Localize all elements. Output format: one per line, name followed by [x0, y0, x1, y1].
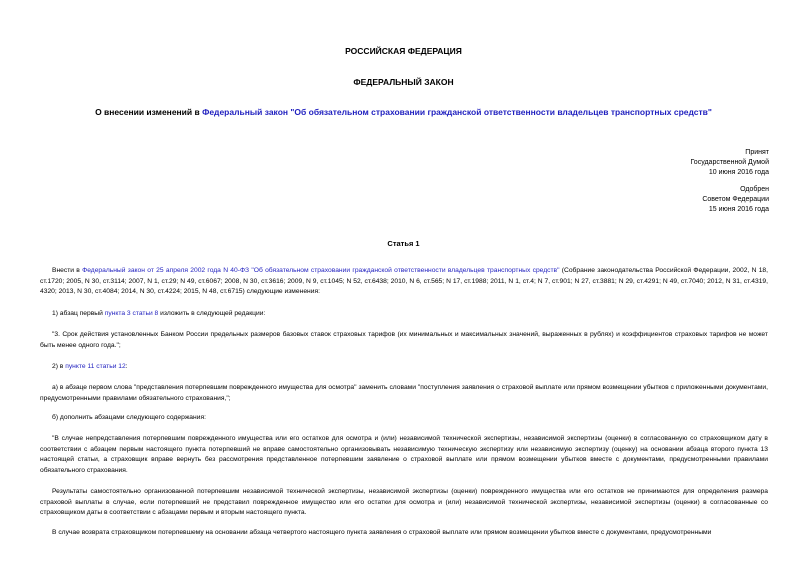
intro-suffix: (Собрание законодательства Российской Федерации, 2002, N 18, ст.1720; 2005, N 30, ст.3114; 2007, N 1, ст.29; N 49, ст.6067; 2008, N 30, ст.3616; 2009, N 9, ст.1045; N 52, ст.6438; 2010, N 6, ст.565; N 17, ст.1988; 2011, N 1, ст.4; N 7, ст.901; N 27, ст.3881; N 29, ст.4291; N 49, ст.7040; 2012, N 31, ст.4319, 4320; 2013, N 30, ст.4084; 2014, N 30, ст.4224; 2015, N 48, ст.6715) следующие изменения:: [40, 267, 768, 296]
article-heading: Статья 1: [387, 239, 420, 248]
item1-link[interactable]: пункта 3 статьи 8: [104, 310, 159, 317]
intro-law-link[interactable]: Федеральный закон от 25 апреля 2002 года N 40-ФЗ "Об обязательном страховании гражданской ответственности владельцев транспортных средств": [82, 267, 560, 274]
item-2b: б) дополнить абзацами следующего содержания:: [52, 414, 206, 421]
item-2: [40, 362, 768, 373]
item-1: [40, 309, 768, 320]
item1-suffix: изложить в следующей редакции:: [158, 310, 266, 317]
adoption-approved: [702, 185, 769, 215]
law-title-link[interactable]: Федеральный закон "Об обязательном страховании гражданской ответственности владельцев транспортных средств": [202, 107, 712, 117]
quote-paragraph-1: "В случае непредставления потерпевшим поврежденного имущества или его остатков для осмотра и (или) независимой технической экспертизы, независимой экспертизы (оценки) в согласованную со страховщиком дату в соответствии с абзацем первым настоящего пункта потерпевший не вправе самостоятельно организовывать независимую техническую экспертизу или независимую экспертизу (оценку) на основании абзаца второго пункта 13 настоящей статьи, а страховщик вправе вернуть без рассмотрения представленное потерпевшим заявление о страховой выплате или прямом возмещении убытков вместе с документами, предусмотренными правилами обязательного страхования.: [40, 435, 768, 475]
accepted-body: Государственной Думой: [690, 159, 769, 166]
approved-label: Одобрен: [740, 186, 769, 193]
intro-prefix: Внести в: [52, 267, 83, 274]
adoption-accepted: [690, 148, 769, 178]
law-type-heading: ФЕДЕРАЛЬНЫЙ ЗАКОН: [353, 77, 454, 87]
article-intro: [40, 266, 768, 298]
item1-prefix: 1) абзац первый: [52, 310, 105, 317]
law-title-prefix: О внесении изменений в: [95, 107, 203, 117]
accepted-label: Принят: [745, 149, 769, 156]
federation-heading: РОССИЙСКАЯ ФЕДЕРАЦИЯ: [345, 46, 462, 56]
quote-paragraph-3: В случае возврата страховщиком потерпевшему на основании абзаца четвертого настоящего пункта заявления о страховой выплате или прямом возмещении убытков вместе с документами, предусмотренными: [52, 529, 712, 536]
item2-prefix: 2) в: [52, 363, 66, 370]
item2-link[interactable]: пункте 11 статьи 12: [65, 363, 126, 370]
approved-date: 15 июня 2016 года: [708, 206, 769, 213]
accepted-date: 10 июня 2016 года: [708, 169, 769, 176]
law-title: [20, 107, 787, 117]
item2-suffix: :: [125, 363, 128, 370]
quote-paragraph-2: Результаты самостоятельно организованной потерпевшим независимой технической экспертизы, независимой экспертизы (оценки) поврежденного имущества или его остатков не принимаются для определения размера страховой выплаты в случае, если потерпевший не представил поврежденное имущество или его остатки для осмотра и (или) независимой технической экспертизы, независимой экспертизы (оценки) в согласованные со страховщиком даты в соответствии с абзацами первым и вторым настоящего пункта.: [40, 488, 768, 517]
item-2a: а) в абзаце первом слова "представления потерпевшим поврежденного имущества для осмотра" заменить словами "поступления заявления о страховой выплате или прямом возмещении убытков с приложенными документами, предусмотренными правилами обязательного страхования,";: [40, 384, 768, 402]
item-1-quote: "3. Срок действия установленных Банком России предельных размеров базовых ставок страховых тарифов (их минимальных и максимальных значений, выраженных в рублях) и коэффициентов страховых тарифов не может быть менее одного года.";: [40, 331, 768, 349]
approved-body: Советом Федерации: [702, 196, 769, 203]
